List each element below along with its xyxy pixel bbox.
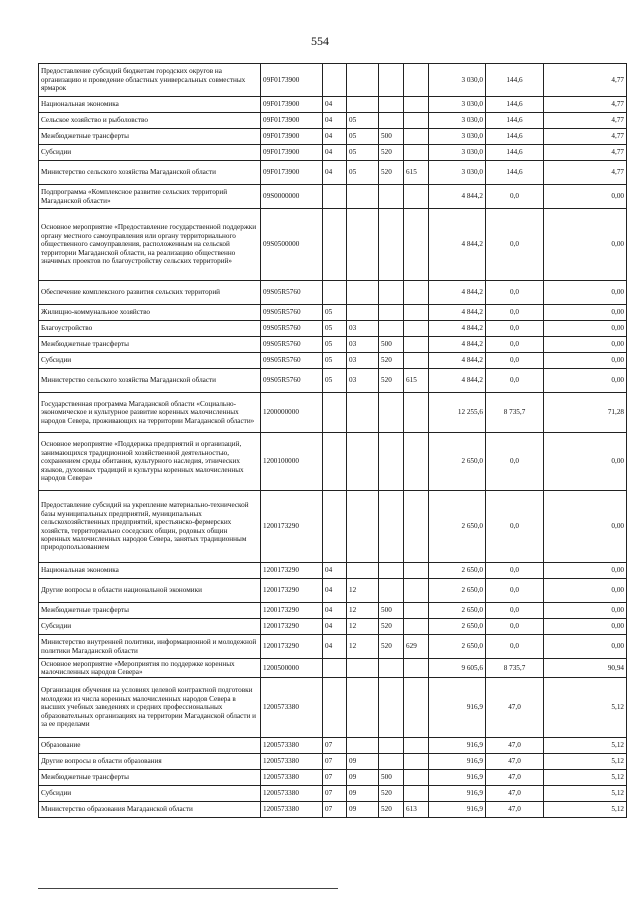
row-administrator [404, 337, 429, 353]
table-row [39, 209, 627, 281]
row-plan: 9 605,6 [429, 659, 486, 678]
row-section: 04 [323, 619, 347, 635]
row-percent: 5,12 [544, 786, 627, 802]
table-row [39, 281, 627, 305]
row-administrator [404, 129, 429, 145]
row-plan: 3 030,0 [429, 64, 486, 97]
row-plan: 4 844,2 [429, 369, 486, 393]
row-subsection: 03 [347, 337, 379, 353]
row-code: 1200573380 [261, 786, 323, 802]
table-row [39, 491, 627, 563]
row-code: 1200173290 [261, 563, 323, 579]
row-percent: 0,00 [544, 337, 627, 353]
row-actual: 0,0 [486, 563, 544, 579]
row-expense-type: 520 [379, 635, 404, 659]
row-administrator: 615 [404, 369, 429, 393]
row-section: 04 [323, 161, 347, 185]
budget-table [38, 63, 627, 818]
row-section [323, 659, 347, 678]
row-plan: 4 844,2 [429, 281, 486, 305]
row-actual: 0,0 [486, 353, 544, 369]
row-name: Министерство сельского хозяйства Магаданской области [39, 161, 261, 185]
row-percent: 0,00 [544, 305, 627, 321]
row-administrator [404, 281, 429, 305]
row-name: Обеспечение комплексного развития сельских территорий [39, 281, 261, 305]
row-subsection [347, 281, 379, 305]
row-expense-type [379, 113, 404, 129]
row-section: 04 [323, 97, 347, 113]
row-administrator [404, 305, 429, 321]
row-expense-type: 520 [379, 353, 404, 369]
row-plan: 4 844,2 [429, 185, 486, 209]
row-expense-type: 520 [379, 802, 404, 818]
row-name: Межбюджетные трансферты [39, 770, 261, 786]
row-percent: 0,00 [544, 353, 627, 369]
row-section [323, 209, 347, 281]
row-section: 04 [323, 145, 347, 161]
row-name: Министерство образования Магаданской области [39, 802, 261, 818]
row-plan: 3 030,0 [429, 145, 486, 161]
row-administrator [404, 185, 429, 209]
row-actual: 47,0 [486, 802, 544, 818]
row-expense-type: 500 [379, 603, 404, 619]
row-code: 1200100000 [261, 433, 323, 491]
row-administrator [404, 786, 429, 802]
row-section: 04 [323, 603, 347, 619]
row-name: Предоставление субсидий бюджетам городских округов на организацию и проведение областных универсальных совместных ярмарок [39, 64, 261, 97]
row-expense-type: 500 [379, 337, 404, 353]
row-section: 05 [323, 321, 347, 337]
row-actual: 0,0 [486, 305, 544, 321]
row-actual: 8 735,7 [486, 393, 544, 433]
row-section [323, 491, 347, 563]
row-code: 1200000000 [261, 393, 323, 433]
row-section: 04 [323, 129, 347, 145]
row-code: 09S0500000 [261, 209, 323, 281]
row-section: 07 [323, 802, 347, 818]
row-code: 1200500000 [261, 659, 323, 678]
row-expense-type: 520 [379, 619, 404, 635]
row-administrator [404, 563, 429, 579]
row-code: 1200573380 [261, 754, 323, 770]
row-section [323, 281, 347, 305]
table-row [39, 678, 627, 738]
row-name: Национальная экономика [39, 563, 261, 579]
row-plan: 916,9 [429, 770, 486, 786]
row-expense-type [379, 321, 404, 337]
row-expense-type: 520 [379, 786, 404, 802]
row-actual: 47,0 [486, 770, 544, 786]
row-administrator [404, 754, 429, 770]
row-name: Основное мероприятие «Поддержка предприятий и организаций, занимающихся традиционной хозяйственной деятельностью, сохранением среды обитания, культурного наследия, этнических языков, духовных традиций и культуры коренных малочисленных народов Севера» [39, 433, 261, 491]
row-expense-type: 520 [379, 145, 404, 161]
row-percent: 4,77 [544, 145, 627, 161]
table-row [39, 161, 627, 185]
row-subsection: 03 [347, 321, 379, 337]
row-percent: 4,77 [544, 161, 627, 185]
row-section: 05 [323, 353, 347, 369]
row-percent: 0,00 [544, 563, 627, 579]
row-plan: 4 844,2 [429, 353, 486, 369]
row-plan: 916,9 [429, 786, 486, 802]
row-subsection [347, 738, 379, 754]
row-actual: 144,6 [486, 97, 544, 113]
row-name: Подпрограмма «Комплексное развитие сельских территорий Магаданской области» [39, 185, 261, 209]
row-section: 04 [323, 113, 347, 129]
row-section: 07 [323, 786, 347, 802]
row-plan: 4 844,2 [429, 337, 486, 353]
row-subsection [347, 97, 379, 113]
table-row [39, 635, 627, 659]
row-actual: 47,0 [486, 786, 544, 802]
table-row [39, 97, 627, 113]
row-percent: 0,00 [544, 369, 627, 393]
row-percent: 90,94 [544, 659, 627, 678]
row-administrator [404, 678, 429, 738]
row-name: Субсидии [39, 145, 261, 161]
row-actual: 144,6 [486, 161, 544, 185]
row-code: 1200573380 [261, 802, 323, 818]
table-row [39, 659, 627, 678]
row-expense-type [379, 185, 404, 209]
row-section: 05 [323, 305, 347, 321]
row-administrator [404, 770, 429, 786]
table-row [39, 563, 627, 579]
row-percent: 4,77 [544, 97, 627, 113]
row-expense-type [379, 209, 404, 281]
row-percent: 0,00 [544, 579, 627, 603]
row-subsection [347, 393, 379, 433]
row-actual: 0,0 [486, 433, 544, 491]
row-percent: 0,00 [544, 635, 627, 659]
row-name: Основное мероприятие «Мероприятия по поддержке коренных малочисленных народов Севера» [39, 659, 261, 678]
row-name: Субсидии [39, 786, 261, 802]
table-row [39, 786, 627, 802]
row-actual: 0,0 [486, 603, 544, 619]
table-row [39, 579, 627, 603]
row-administrator [404, 433, 429, 491]
row-subsection: 09 [347, 802, 379, 818]
row-actual: 0,0 [486, 321, 544, 337]
row-expense-type [379, 579, 404, 603]
row-administrator [404, 209, 429, 281]
row-subsection: 12 [347, 579, 379, 603]
table-row [39, 770, 627, 786]
row-code: 09F0173900 [261, 64, 323, 97]
row-code: 09F0173900 [261, 129, 323, 145]
row-administrator [404, 579, 429, 603]
table-row [39, 369, 627, 393]
row-percent: 5,12 [544, 678, 627, 738]
row-expense-type [379, 491, 404, 563]
row-name: Субсидии [39, 353, 261, 369]
row-percent: 5,12 [544, 802, 627, 818]
row-section [323, 433, 347, 491]
row-administrator [404, 738, 429, 754]
row-percent: 0,00 [544, 209, 627, 281]
row-subsection: 05 [347, 129, 379, 145]
table-row [39, 305, 627, 321]
row-section [323, 64, 347, 97]
row-plan: 4 844,2 [429, 321, 486, 337]
row-percent: 4,77 [544, 129, 627, 145]
row-subsection: 12 [347, 619, 379, 635]
row-plan: 4 844,2 [429, 305, 486, 321]
row-code: 09S05R5760 [261, 281, 323, 305]
row-expense-type: 520 [379, 369, 404, 393]
row-expense-type: 500 [379, 129, 404, 145]
row-plan: 2 650,0 [429, 579, 486, 603]
row-expense-type: 500 [379, 770, 404, 786]
row-code: 09S0000000 [261, 185, 323, 209]
row-expense-type [379, 738, 404, 754]
row-subsection: 09 [347, 754, 379, 770]
row-plan: 2 650,0 [429, 619, 486, 635]
row-percent: 4,77 [544, 64, 627, 97]
row-name: Другие вопросы в области национальной экономики [39, 579, 261, 603]
row-section [323, 678, 347, 738]
row-actual: 0,0 [486, 281, 544, 305]
row-name: Межбюджетные трансферты [39, 337, 261, 353]
row-actual: 47,0 [486, 754, 544, 770]
row-plan: 2 650,0 [429, 635, 486, 659]
row-subsection: 12 [347, 635, 379, 659]
row-section: 07 [323, 738, 347, 754]
row-name: Другие вопросы в области образования [39, 754, 261, 770]
row-expense-type: 520 [379, 161, 404, 185]
row-subsection [347, 659, 379, 678]
row-plan: 4 844,2 [429, 209, 486, 281]
row-name: Межбюджетные трансферты [39, 603, 261, 619]
row-code: 09F0173900 [261, 97, 323, 113]
row-name: Национальная экономика [39, 97, 261, 113]
row-plan: 3 030,0 [429, 161, 486, 185]
row-section: 04 [323, 563, 347, 579]
row-section: 04 [323, 635, 347, 659]
row-name: Сельское хозяйство и рыболовство [39, 113, 261, 129]
row-code: 09F0173900 [261, 145, 323, 161]
row-actual: 0,0 [486, 491, 544, 563]
row-subsection: 05 [347, 113, 379, 129]
row-section: 05 [323, 337, 347, 353]
row-percent: 0,00 [544, 603, 627, 619]
row-subsection [347, 563, 379, 579]
row-administrator [404, 619, 429, 635]
row-plan: 3 030,0 [429, 97, 486, 113]
row-administrator [404, 64, 429, 97]
row-actual: 0,0 [486, 635, 544, 659]
row-administrator [404, 145, 429, 161]
row-name: Организация обучения на условиях целевой контрактной подготовки молодежи из числа коренных малочисленных народов Севера в высших учебных заведениях и средних профессиональных образовательных организациях на территории Магаданской области и за ее пределами [39, 678, 261, 738]
row-section [323, 393, 347, 433]
row-percent: 5,12 [544, 754, 627, 770]
row-plan: 916,9 [429, 802, 486, 818]
row-expense-type [379, 64, 404, 97]
row-subsection: 09 [347, 786, 379, 802]
row-administrator: 629 [404, 635, 429, 659]
table-row [39, 603, 627, 619]
row-plan: 2 650,0 [429, 563, 486, 579]
row-administrator [404, 659, 429, 678]
row-code: 1200573380 [261, 678, 323, 738]
row-subsection: 03 [347, 353, 379, 369]
row-actual: 0,0 [486, 579, 544, 603]
table-row [39, 619, 627, 635]
row-section: 07 [323, 770, 347, 786]
row-subsection [347, 433, 379, 491]
row-name: Министерство сельского хозяйства Магаданской области [39, 369, 261, 393]
row-expense-type [379, 305, 404, 321]
row-percent: 71,28 [544, 393, 627, 433]
row-expense-type [379, 754, 404, 770]
row-administrator [404, 353, 429, 369]
row-actual: 47,0 [486, 738, 544, 754]
row-name: Министерство внутренней политики, информационной и молодежной политики Магаданской области [39, 635, 261, 659]
row-expense-type [379, 678, 404, 738]
row-actual: 0,0 [486, 209, 544, 281]
row-plan: 12 255,6 [429, 393, 486, 433]
row-administrator: 615 [404, 161, 429, 185]
row-percent: 5,12 [544, 738, 627, 754]
row-code: 1200173290 [261, 635, 323, 659]
row-name: Образование [39, 738, 261, 754]
table-row [39, 433, 627, 491]
row-subsection [347, 305, 379, 321]
table-row [39, 802, 627, 818]
row-section: 04 [323, 579, 347, 603]
row-code: 1200173290 [261, 491, 323, 563]
row-code: 09F0173900 [261, 161, 323, 185]
row-code: 1200173290 [261, 619, 323, 635]
row-actual: 47,0 [486, 678, 544, 738]
row-actual: 0,0 [486, 619, 544, 635]
row-actual: 144,6 [486, 64, 544, 97]
row-plan: 2 650,0 [429, 603, 486, 619]
row-plan: 916,9 [429, 738, 486, 754]
row-subsection [347, 64, 379, 97]
row-code: 1200173290 [261, 603, 323, 619]
row-actual: 0,0 [486, 369, 544, 393]
row-code: 09S05R5760 [261, 321, 323, 337]
row-code: 1200173290 [261, 579, 323, 603]
row-name: Межбюджетные трансферты [39, 129, 261, 145]
row-subsection: 09 [347, 770, 379, 786]
table-row [39, 393, 627, 433]
row-subsection [347, 678, 379, 738]
table-row [39, 321, 627, 337]
row-name: Предоставление субсидий на укрепление материально-технической базы муниципальных предприятий, муниципальных сельскохозяйственных предприятий, крестьянско-фермерских хозяйств, территориально соседских общин, родовых общин коренных малочисленных народов Севера, занятых традиционным природопользованием [39, 491, 261, 563]
row-actual: 144,6 [486, 113, 544, 129]
row-subsection: 12 [347, 603, 379, 619]
row-name: Основное мероприятие «Предоставление государственной поддержки органу местного самоуправления или органу территориального общественного самоуправления, расположенным на сельской территории Магаданской области, на реализацию общественно значимых проектов по благоустройству сельских территорий» [39, 209, 261, 281]
row-percent: 0,00 [544, 281, 627, 305]
row-administrator [404, 321, 429, 337]
row-plan: 3 030,0 [429, 113, 486, 129]
row-code: 09S05R5760 [261, 353, 323, 369]
row-subsection [347, 491, 379, 563]
row-expense-type [379, 433, 404, 491]
row-expense-type [379, 393, 404, 433]
row-expense-type [379, 563, 404, 579]
table-row [39, 113, 627, 129]
row-percent: 0,00 [544, 321, 627, 337]
row-plan: 916,9 [429, 678, 486, 738]
row-percent: 0,00 [544, 491, 627, 563]
row-plan: 916,9 [429, 754, 486, 770]
row-name: Государственная программа Магаданской области «Социально-экономическое и культурное развитие коренных малочисленных народов Севера, проживающих на территории Магаданской области» [39, 393, 261, 433]
row-name: Благоустройство [39, 321, 261, 337]
row-plan: 3 030,0 [429, 129, 486, 145]
row-subsection [347, 209, 379, 281]
row-actual: 8 735,7 [486, 659, 544, 678]
row-administrator: 613 [404, 802, 429, 818]
row-section: 07 [323, 754, 347, 770]
table-row [39, 337, 627, 353]
row-code: 1200573380 [261, 738, 323, 754]
row-plan: 2 650,0 [429, 491, 486, 563]
row-subsection: 05 [347, 161, 379, 185]
row-administrator [404, 491, 429, 563]
page-number: 554 [311, 34, 329, 48]
table-row [39, 754, 627, 770]
row-subsection [347, 185, 379, 209]
row-percent: 0,00 [544, 433, 627, 491]
row-actual: 144,6 [486, 129, 544, 145]
table-row [39, 353, 627, 369]
row-actual: 0,0 [486, 337, 544, 353]
row-code: 09S05R5760 [261, 337, 323, 353]
row-section: 05 [323, 369, 347, 393]
row-actual: 0,0 [486, 185, 544, 209]
footer-rule [38, 888, 338, 889]
row-percent: 5,12 [544, 770, 627, 786]
table-row [39, 738, 627, 754]
row-administrator [404, 97, 429, 113]
row-administrator [404, 393, 429, 433]
row-administrator [404, 113, 429, 129]
row-percent: 4,77 [544, 113, 627, 129]
row-code: 09S05R5760 [261, 369, 323, 393]
row-expense-type [379, 97, 404, 113]
row-plan: 2 650,0 [429, 433, 486, 491]
row-actual: 144,6 [486, 145, 544, 161]
table-row [39, 64, 627, 97]
table-row [39, 145, 627, 161]
table-row [39, 185, 627, 209]
row-percent: 0,00 [544, 619, 627, 635]
row-administrator [404, 603, 429, 619]
row-subsection: 03 [347, 369, 379, 393]
table-row [39, 129, 627, 145]
row-percent: 0,00 [544, 185, 627, 209]
row-expense-type [379, 281, 404, 305]
row-section [323, 185, 347, 209]
row-code: 09F0173900 [261, 113, 323, 129]
row-name: Субсидии [39, 619, 261, 635]
row-code: 1200573380 [261, 770, 323, 786]
row-subsection: 05 [347, 145, 379, 161]
row-code: 09S05R5760 [261, 305, 323, 321]
row-expense-type [379, 659, 404, 678]
row-name: Жилищно-коммунальное хозяйство [39, 305, 261, 321]
